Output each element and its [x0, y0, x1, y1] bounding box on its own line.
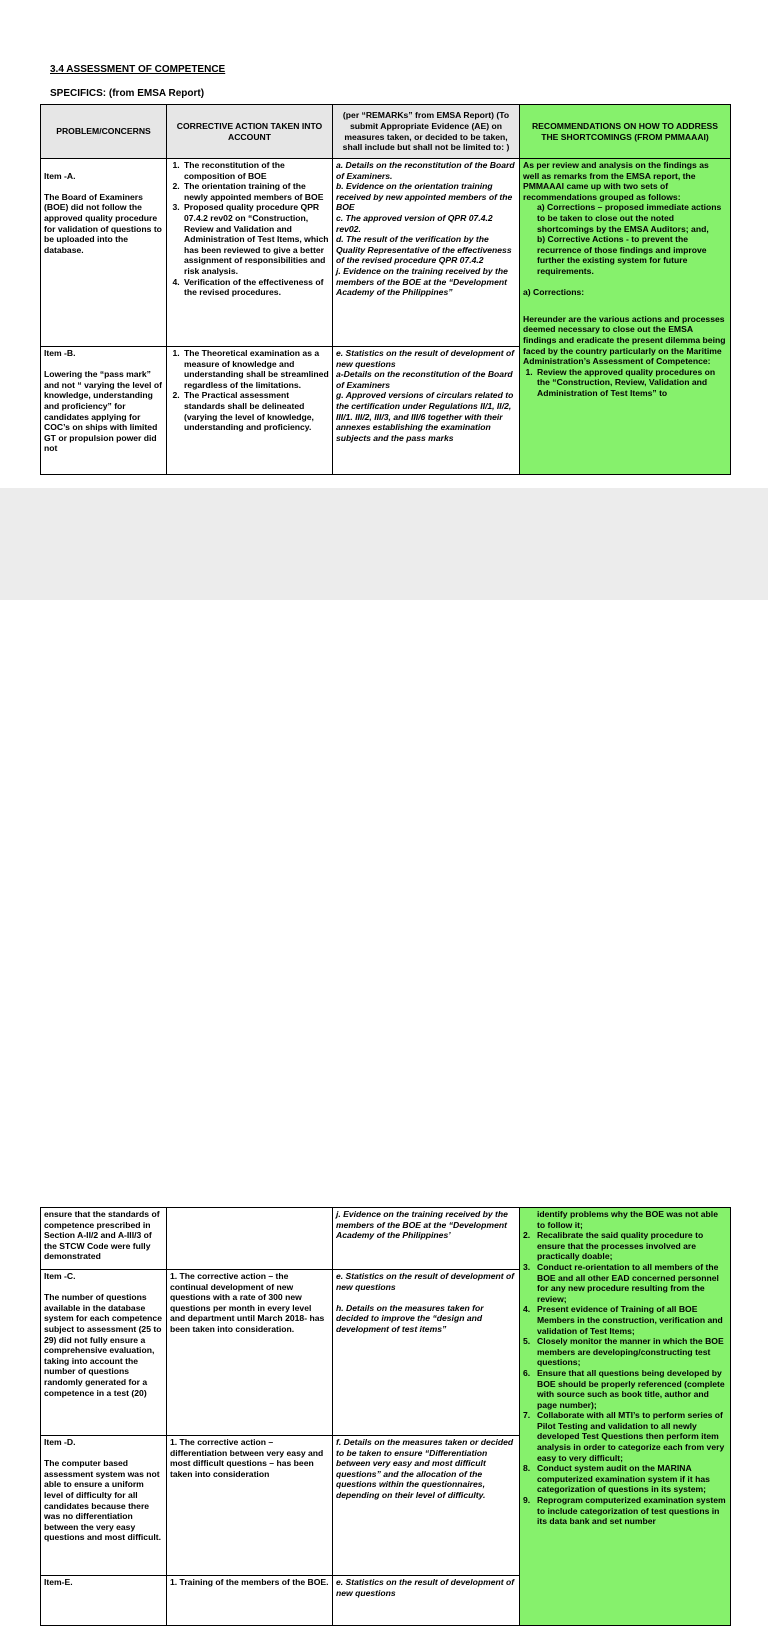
evidence-cell	[333, 347, 520, 475]
corrective-cell	[167, 1208, 333, 1270]
action-list	[170, 160, 329, 298]
rec-list	[523, 1230, 727, 1527]
recommendations-cell	[520, 1208, 731, 1626]
list-text: Recalibrate the said quality procedure to ensure that the processes involved are practically doable;	[537, 1230, 704, 1262]
table-header-row	[41, 105, 731, 159]
evidence-item: c. The approved version of QPR 07.4.2 rev02.	[336, 212, 493, 234]
list-number: 9.	[523, 1495, 531, 1506]
evidence-cell: j. Evidence on the training received by the members of the BOE at the “Development Academy of the Philippines’	[333, 1208, 520, 1270]
rec-b: b) Corrective Actions - to prevent the recurrence of those findings and improve further the existing system for future requirements.	[537, 234, 707, 276]
list-text: Collaborate with all MTI’s to perform series of Pilot Testing and validation to all newly developed Test Questions then perform item analysis in order to categorize each from very easy to very difficult;	[537, 1410, 725, 1463]
problem-cell: Item-E.	[41, 1576, 167, 1626]
problem-text: The Board of Examiners (BOE) did not follow the approved quality procedure for validation of questions to be uploaded into the database.	[44, 191, 162, 255]
assessment-table-2	[40, 1207, 731, 1626]
evidence-item: e. Statistics on the result of development of new questions	[336, 1271, 515, 1292]
problem-cell	[41, 347, 167, 475]
evidence-item: d. The result of the verification by the Quality Representative of the effectiveness of the revised procedure QPR 07.4.2	[336, 234, 512, 266]
list-text: Reprogram computerized examination system to include categorization of test questions in its data bank and set number	[537, 1495, 726, 1527]
problem-cell	[41, 159, 167, 347]
list-item: 4. Verification of the effectiveness of the revised procedures.	[182, 277, 329, 298]
problem-text: The number of questions available in the database system for each competence subject to assessment (25 to 29) did not fully ensure a comprehensive evaluation, taking into account the number of questions randomly generated for a competence in a test (20)	[44, 1292, 162, 1398]
header-problem: PROBLEM/CONCERNS	[41, 105, 167, 159]
evidence-item: j. Evidence on the training received by the members of the BOE at the “Development Academy of the Philippines”	[336, 265, 508, 298]
item-label: Item -C.	[44, 1271, 76, 1281]
list-item	[523, 1262, 727, 1304]
list-text: Conduct re-orientation to all members of the BOE and all other EAD concerned personnel for any new procedure resulting from the review;	[537, 1261, 719, 1304]
evidence-item: b. Evidence on the orientation training received by new appointed members of the BOE	[336, 181, 513, 213]
corrective-cell: 1. The corrective action – differentiation between very easy and most difficult questions – has been taken into consideration	[167, 1436, 333, 1576]
table-row	[41, 1208, 731, 1270]
list-item	[523, 1410, 727, 1463]
evidence-item: a-Details on the reconstitution of the Board of Examiners	[336, 369, 513, 390]
problem-cell	[41, 1436, 167, 1576]
evidence-item: h. Details on the measures taken for decided to improve the “design and development of test items”	[336, 1302, 484, 1334]
assessment-table-1	[40, 104, 731, 475]
list-number: 5.	[523, 1336, 531, 1347]
document-page-1	[0, 0, 768, 488]
evidence-cell: f. Details on the measures taken or decided to be taken to ensure “Differentiation between very easy and most difficult questions” and the allocation of the questions within the questionnaires, depending on their level of difficulty.	[333, 1436, 520, 1576]
action-list	[170, 348, 329, 433]
list-number: 6.	[523, 1367, 531, 1378]
specifics-label: SPECIFICS: (from EMSA Report)	[50, 88, 205, 99]
problem-text: Lowering the “pass mark” and not “ varying the level of knowledge, understanding and proficiency” for candidates applying for COC’s on ships with limited GT or propulsion power did not	[44, 369, 162, 454]
list-item	[523, 1495, 727, 1527]
header-corrective: CORRECTIVE ACTION TAKEN INTO ACCOUNT	[167, 105, 333, 159]
rec-corrections-label: a) Corrections:	[523, 287, 585, 298]
list-text: Present evidence of Training of all BOE Members in the construction, verification and validation of Test Items;	[537, 1304, 723, 1336]
corrective-cell: 1. The corrective action – the continual development of new questions with a rate of 300 new questions per month in every level and department until March 2018- has been taken into consideration.	[167, 1270, 333, 1436]
list-text: Ensure that all questions being developed by BOE should be properly referenced (complete with source such as book title, author and page number);	[537, 1367, 725, 1410]
list-item: 2. The Practical assessment standards shall be delineated (varying the level of knowledge, understanding and proficiency.	[182, 390, 329, 432]
list-item: 1. The Theoretical examination as a measure of knowledge and understanding shall be streamlined regardless of the limitations.	[182, 348, 329, 390]
evidence-item: g. Approved versions of circulars related to the certification under Regulations II/1, II/2, III/1. III/2, III/3, and III/6 together with their annexes establishing the examination subjects and the pass marks	[336, 390, 514, 443]
list-number: 2.	[523, 1230, 531, 1241]
list-number: 7.	[523, 1410, 531, 1421]
list-number: 4.	[523, 1304, 531, 1315]
list-item	[523, 1463, 727, 1495]
list-item	[523, 1336, 727, 1368]
list-number: 8.	[523, 1463, 531, 1474]
list-text: Closely monitor the manner in which the BOE members are developing/constructing test questions;	[537, 1336, 724, 1368]
list-item	[523, 1304, 727, 1336]
rec-list	[523, 367, 727, 399]
header-recommendations: RECOMMENDATIONS ON HOW TO ADDRESS THE SHORTCOMINGS (FROM PMMAAAI)	[520, 105, 731, 159]
list-item: 2. The orientation training of the newly appointed members of BOE	[182, 181, 329, 202]
item-label: Item -A.	[44, 170, 76, 181]
rec-a: a) Corrections – proposed immediate actions to be taken to close out the noted shortcomings by the EMSA Auditors; and,	[537, 202, 722, 234]
evidence-cell	[333, 159, 520, 347]
rec-intro: As per review and analysis on the findings as well as remarks from the EMSA report, the PMMAAAI came up with two sets of recommendations grouped as follows:	[523, 160, 709, 202]
problem-text: The computer based assessment system was not able to ensure a uniform level of difficulty for all candidates because there was no differentiation between the very easy questions and most difficult.	[44, 1458, 161, 1543]
list-item	[523, 1230, 727, 1262]
list-item	[523, 1368, 727, 1410]
evidence-cell: e. Statistics on the result of development of new questions	[333, 1576, 520, 1626]
evidence-cell	[333, 1270, 520, 1436]
table-row	[41, 159, 731, 347]
rec-hereunder: Hereunder are the various actions and processes deemed necessary to close out the EMSA findings and eradicate the present dilemma being faced by the country particularly on the Maritime Administration’s Assessment of Competence:	[523, 313, 726, 367]
corrective-cell	[167, 347, 333, 475]
list-text: Conduct system audit on the MARINA computerized examination system if it has categorization of questions in its system;	[537, 1463, 710, 1495]
list-item: 3. Proposed quality procedure QPR 07.4.2 rev02 on “Construction, Review and Validation and Administration of Test Items, which has been reviewed to give a better assignment of responsibilities and risk analysis.	[182, 202, 329, 276]
problem-cell: ensure that the standards of competence prescribed in Section A-II/2 and A-III/3 of the STCW Code were fully demonstrated	[41, 1208, 167, 1270]
item-label: Item -B.	[44, 348, 76, 358]
corrective-cell: 1. Training of the members of the BOE.	[167, 1576, 333, 1626]
header-evidence: (per “REMARKs” from EMSA Report) (To submit Appropriate Evidence (AE) on measures taken, or decided to be taken, shall include but shall not be limited to: )	[333, 105, 520, 159]
document-page-2	[0, 600, 768, 1598]
corrective-cell	[167, 159, 333, 347]
evidence-item: e. Statistics on the result of development of new questions	[336, 348, 515, 369]
page-separator	[0, 488, 768, 600]
evidence-item: a. Details on the reconstitution of the Board of Examiners.	[336, 160, 515, 181]
recommendations-cell	[520, 159, 731, 475]
rec-cont: identify problems why the BOE was not able to follow it;	[537, 1209, 718, 1230]
problem-cell	[41, 1270, 167, 1436]
item-label: Item -D.	[44, 1437, 76, 1447]
list-item: 1. The reconstitution of the composition of BOE	[182, 160, 329, 181]
list-number: 3.	[523, 1261, 531, 1272]
section-title: 3.4 ASSESSMENT OF COMPETENCE	[50, 64, 226, 75]
list-item: 1. Review the approved quality procedures on the “Construction, Review, Validation and Administration of Test Items” to	[535, 367, 727, 399]
